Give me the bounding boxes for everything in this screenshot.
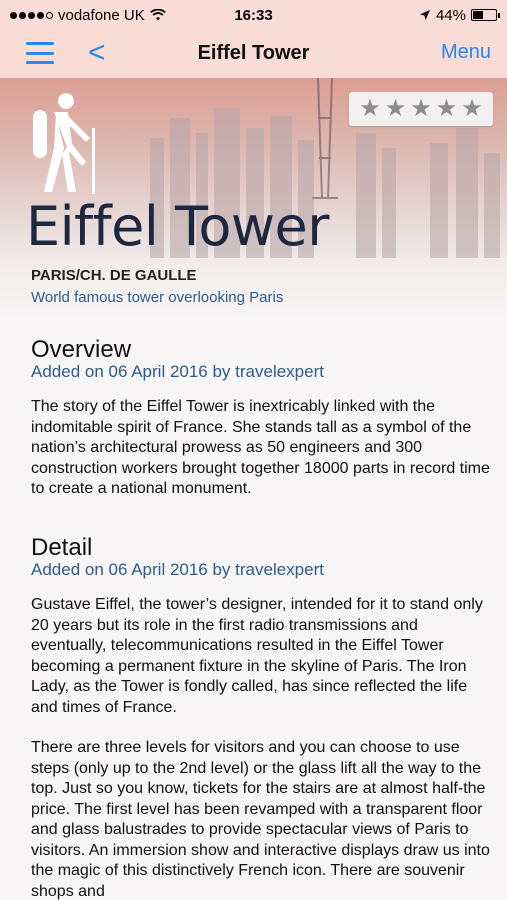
battery-fill [473, 11, 483, 19]
nav-title: Eiffel Tower [197, 42, 310, 64]
overview-text: The story of the Eiffel Tower is inextricably linked with the indomitable spirit of France. She stands tall as a symbol of the nation’s architectural prowess as 50 engineers and 300 construction workers brought together 18000 parts in record time to create a national monument. [31, 398, 490, 497]
page-title: Eiffel Tower [26, 195, 329, 258]
star-icon[interactable]: ★ [384, 95, 407, 122]
status-left [10, 7, 166, 24]
status-time: 16:33 [234, 6, 273, 24]
star-icon[interactable]: ★ [359, 95, 381, 122]
star-icon[interactable]: ★ [461, 95, 483, 122]
back-chevron-icon[interactable]: < [88, 36, 106, 69]
detail-heading: Detail [31, 534, 93, 561]
subtitle: World famous tower overlooking Paris [31, 289, 284, 306]
battery-percent: 44% [435, 6, 466, 24]
status-right [419, 7, 497, 24]
detail-meta: Added on 06 April 2016 by travelexpert [31, 560, 324, 579]
detail-text-1: Gustave Eiffel, the tower’s designer, intended for it to stand only 20 years but its role in the first radio transmissions and eventually, telecommunications resulted in the Eiffel Tower becoming a permanent fixture in the skyline of Paris. The Iron Lady, as the Tower is fondly called, has since reflected the life and times of France. [31, 596, 483, 716]
overview-heading: Overview [31, 336, 132, 363]
battery-icon [471, 9, 497, 21]
overview-meta: Added on 06 April 2016 by travelexpert [31, 362, 324, 381]
wifi-icon [150, 9, 166, 21]
menu-button[interactable]: Menu [440, 41, 491, 63]
hamburger-icon[interactable] [26, 42, 54, 64]
star-icon[interactable]: ★ [435, 95, 458, 122]
carrier-label: vodafone UK [58, 6, 145, 24]
star-icon[interactable]: ★ [410, 95, 432, 122]
hiker-icon [28, 92, 100, 196]
location-label: PARIS/CH. DE GAULLE [31, 267, 197, 284]
star-rating[interactable] [349, 92, 493, 126]
status-bar [0, 0, 507, 30]
location-arrow-icon [419, 9, 431, 21]
signal-strength-icon [10, 12, 53, 19]
nav-bar [0, 30, 507, 78]
detail-text-2: There are three levels for visitors and you can choose to use steps (only up to the 2nd level) or the glass lift all the way to the top. Just so you know, tickets for the stairs are at almost half-the price. The first level has been revamped with a transparent floor and glass balustrades to provide spectacular views of Paris to visitors. An immersion show and interactive displays draw us into the magic of this distinctively French icon. There are souvenir shops and [31, 739, 490, 900]
